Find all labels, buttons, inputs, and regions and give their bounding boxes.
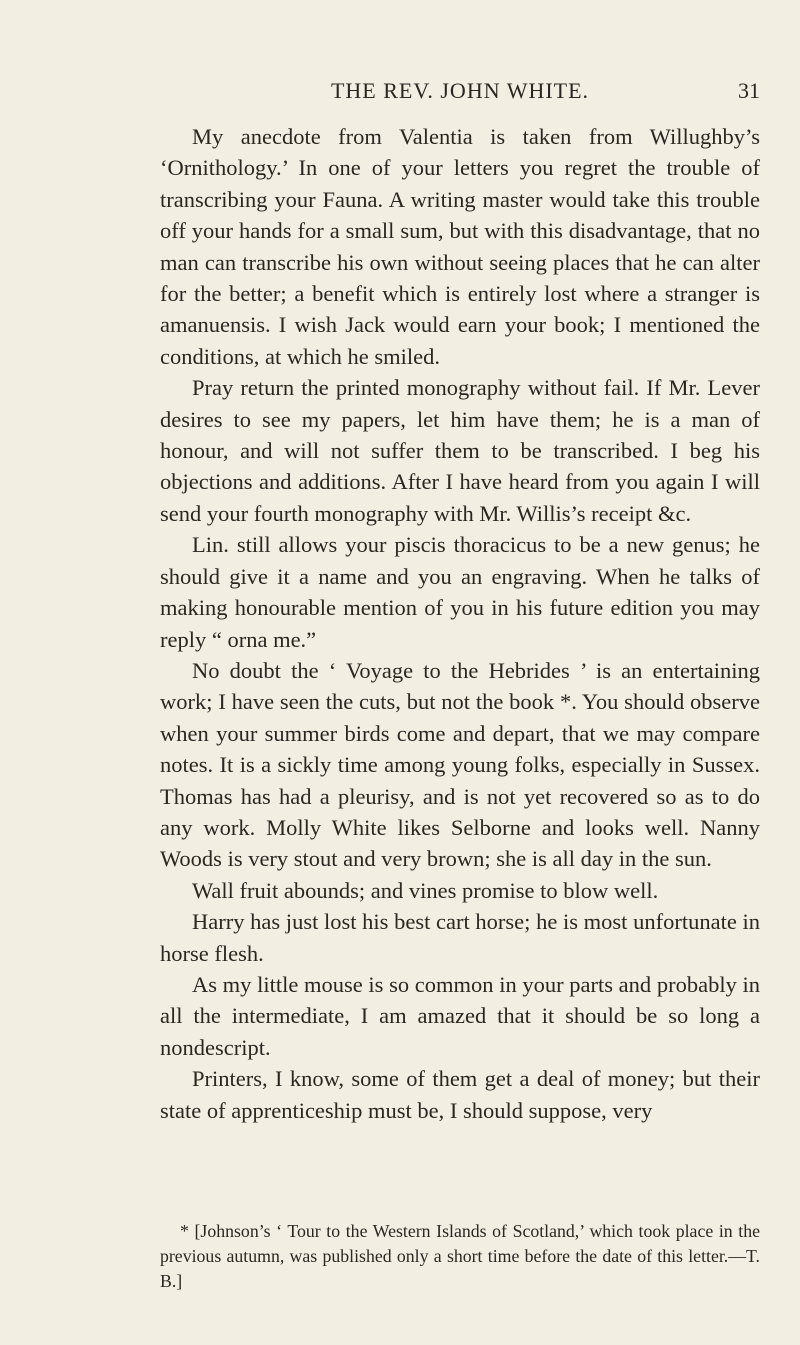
paragraph-8: Printers, I know, some of them get a deal of money; but their state of apprenticeship must be, I should suppose, very	[160, 1066, 760, 1123]
paragraph-4: No doubt the ‘ Voyage to the Hebrides ’ is an entertaining work; I have seen the cuts, but not the book *. You should observe when your summer birds come and depart, that we may compare notes. It is a sickly time among young folks, especially in Sussex. Thomas has had a pleurisy, and is not yet recovered so as to do any work. Molly White likes Selborne and looks well. Nanny Woods is very stout and very brown; she is all day in the sun.	[160, 657, 760, 872]
running-title: THE REV. JOHN WHITE.	[330, 78, 590, 103]
paragraph-2: Pray return the printed monography without fail. If Mr. Lever desires to see my papers, let him have them; he is a man of honour, and will not suffer them to be transcribed. I beg his objections and additions. After I have heard from you again I will send your fourth monography with Mr. Willis’s receipt &c.	[160, 375, 760, 526]
paragraph-6: Harry has just lost his best cart horse; he is most unfortunate in horse flesh.	[160, 909, 760, 966]
page-number: 31	[738, 78, 760, 103]
letter-body	[160, 121, 760, 1126]
footnote	[160, 1219, 760, 1293]
paragraph-1: My anecdote from Valentia is taken from Willughby’s ‘Ornithology.’ In one of your letters you regret the trouble of transcribing your Fauna. A writing master would take this trouble off your hands for a small sum, but with this disadvantage, that no man can transcribe his own without seeing places that he can alter for the better; a benefit which is entirely lost where a stranger is amanuensis. I wish Jack would earn your book; I mentioned the conditions, at which he smiled.	[160, 124, 760, 369]
paragraph-3: Lin. still allows your piscis thoracicus to be a new genus; he should give it a name and you an engraving. When he talks of making honourable mention of you in his future edition you may reply “ orna me.”	[160, 532, 760, 652]
page-header	[160, 78, 760, 108]
paragraph-5: Wall fruit abounds; and vines promise to blow well.	[192, 877, 659, 903]
paragraph-7: As my little mouse is so common in your parts and probably in all the intermediate, I am amazed that it should be so long a nondescript.	[160, 971, 760, 1060]
footnote-text: * [Johnson’s ‘ Tour to the Western Islands of Scotland,’ which took place in the previous autumn, was published only a short time before the date of this letter.—T. B.]	[160, 1221, 760, 1291]
